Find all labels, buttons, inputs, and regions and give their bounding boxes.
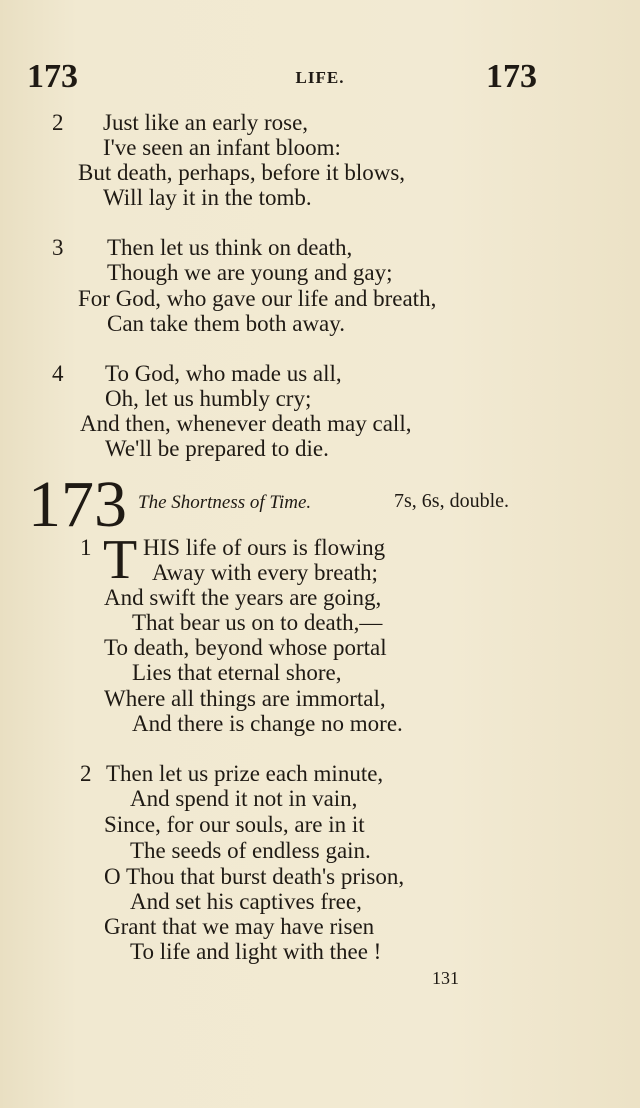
- page-number-right: 173: [486, 58, 537, 95]
- folio-number: 131: [432, 968, 459, 988]
- verse-line: Then let us think on death,: [107, 235, 353, 260]
- verse-line: Just like an early rose,: [103, 110, 309, 135]
- verse-line: The seeds of endless gain.: [130, 838, 371, 863]
- drop-cap: T: [103, 529, 138, 591]
- verse-line: I've seen an infant bloom:: [103, 135, 341, 160]
- verse-line: And then, whenever death may call,: [80, 411, 412, 436]
- verse-line: To life and light with thee !: [130, 939, 382, 964]
- verse-line: Grant that we may have risen: [104, 914, 375, 939]
- verse-line: To God, who made us all,: [105, 361, 342, 386]
- verse-line: Can take them both away.: [107, 311, 346, 336]
- hymn-meter: 7s, 6s, double.: [394, 490, 509, 512]
- verse-line: We'll be prepared to die.: [105, 436, 329, 461]
- verse-line: HIS life of ours is flowing: [143, 535, 386, 560]
- verse-number: 2: [80, 761, 92, 786]
- verse-line: That bear us on to death,—: [132, 610, 383, 635]
- verse-line: And there is change no more.: [132, 711, 403, 736]
- hymn-title: The Shortness of Time.: [138, 492, 312, 513]
- verse-line: And swift the years are going,: [104, 585, 382, 610]
- verse-line: Oh, let us humbly cry;: [105, 386, 312, 411]
- verse-number: 1: [80, 535, 92, 560]
- page-number-left: 173: [27, 58, 78, 95]
- verse-line: Though we are young and gay;: [107, 260, 393, 285]
- verse-number: 4: [52, 361, 64, 386]
- verse-line: Away with every breath;: [152, 560, 378, 585]
- verse-line: Since, for our souls, are in it: [104, 812, 365, 837]
- verse-line: Will lay it in the tomb.: [103, 185, 312, 210]
- running-title: LIFE.: [295, 68, 345, 87]
- verse-line: And spend it not in vain,: [130, 786, 358, 811]
- page-header: [0, 58, 640, 98]
- verse-line: Where all things are immortal,: [104, 686, 386, 711]
- verse-line: But death, perhaps, before it blows,: [78, 160, 406, 185]
- verse-number: 2: [52, 110, 64, 135]
- verse-line: And set his captives free,: [130, 889, 362, 914]
- verse-line: For God, who gave our life and breath,: [78, 286, 437, 311]
- hymn-number: 173: [28, 468, 127, 541]
- verse-line: O Thou that burst death's prison,: [104, 864, 405, 889]
- verse-line: To death, beyond whose portal: [104, 635, 387, 660]
- verse-line: Lies that eternal shore,: [132, 660, 342, 685]
- verse-number: 3: [52, 235, 64, 260]
- verse-line: Then let us prize each minute,: [106, 761, 384, 786]
